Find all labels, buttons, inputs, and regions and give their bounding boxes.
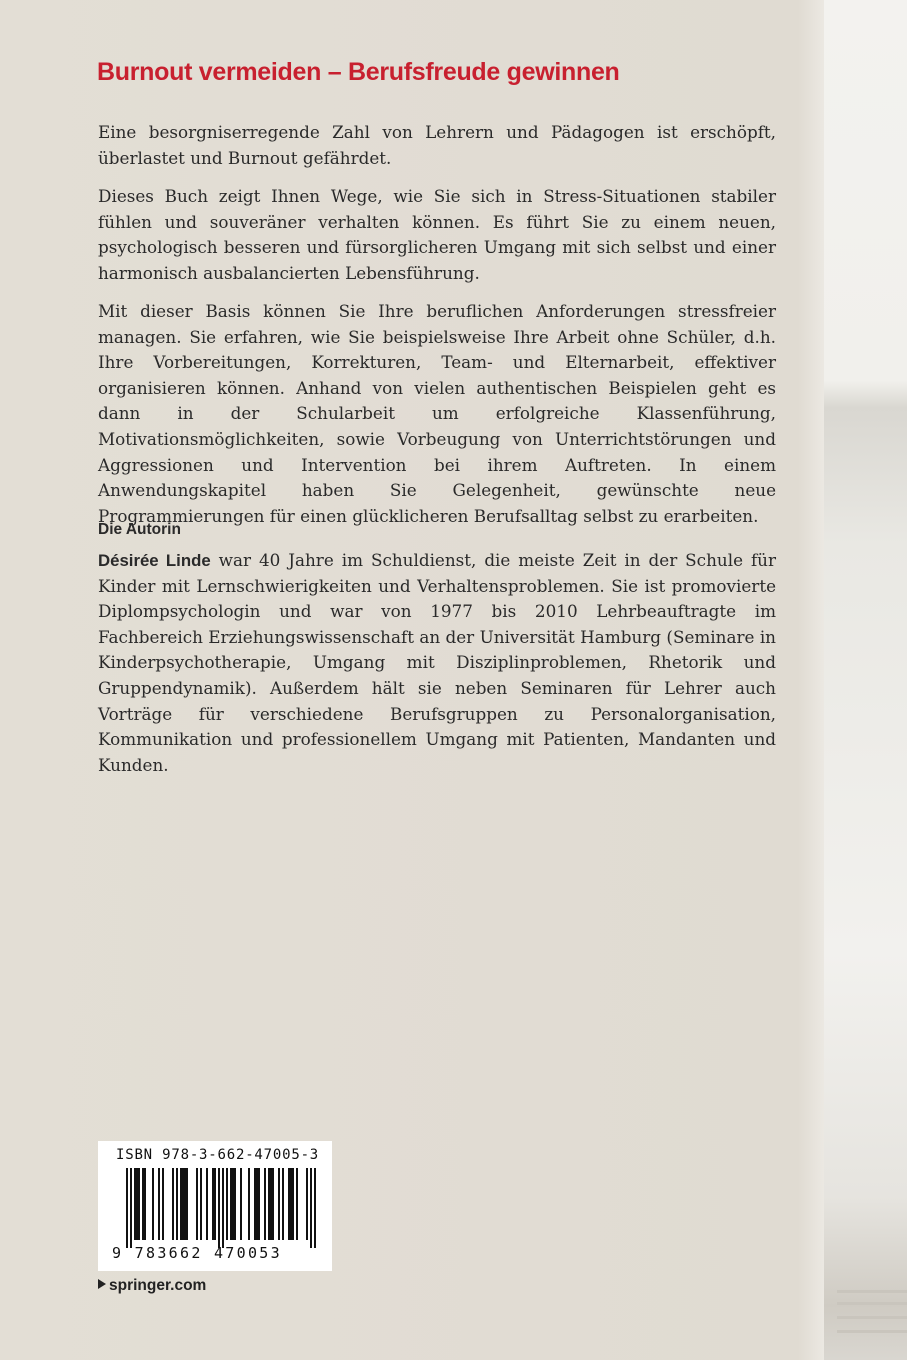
paper-stack-line: [837, 1316, 907, 1319]
barcode-bar: [314, 1168, 316, 1248]
barcode-bar: [218, 1168, 220, 1248]
barcode-bar: [288, 1168, 290, 1240]
barcode-bar: [306, 1168, 308, 1240]
cover-photo-edge: [824, 0, 907, 1360]
author-heading: Die Autorin: [98, 521, 181, 538]
barcode-bar: [270, 1168, 272, 1240]
barcode-bar: [206, 1168, 208, 1240]
barcode-bar: [172, 1168, 174, 1240]
barcode-bar: [212, 1168, 214, 1240]
barcode-bar: [184, 1168, 186, 1240]
barcode-bar: [136, 1168, 138, 1240]
barcode-bar: [230, 1168, 232, 1240]
blurb-paragraph-3: Mit dieser Basis können Sie Ihre beruflichen Anforderungen stressfreier managen. Sie erfahren, wie Sie beispielsweise Ihre Arbeit ohne Schüler, d.h. Ihre Vorbereitungen, Korrekturen, Team- und Elternarbeit, effektiver organisieren können. Anhand von vielen authentischen Beispielen geht es dann in der Schularbeit um erfolgreiche Klassenführung, Motivationsmöglichkeiten, sowie Vorbeugung von Unterrichtstörungen und Aggressionen und Intervention bei ihrem Auftreten. In einem Anwendungskapitel haben Sie Gelegenheit, gewünschte neue Programmierungen für einen glücklicheren Berufsalltag selbst zu erarbeiten.: [98, 301, 776, 526]
barcode-bar: [296, 1168, 298, 1240]
barcode-bar: [138, 1168, 140, 1240]
barcode-bar: [258, 1168, 260, 1240]
paper-stack-line: [837, 1302, 907, 1305]
barcode-bar: [254, 1168, 256, 1240]
barcode-bar: [126, 1168, 128, 1248]
isbn-label: ISBN 978-3-662-47005-3: [116, 1147, 320, 1163]
paper-stack-line: [837, 1290, 907, 1293]
author-name: Désirée Linde: [98, 551, 211, 570]
barcode-bar: [278, 1168, 280, 1240]
barcode-bar: [182, 1168, 184, 1240]
blurb-paragraph-1: Eine besorgniserregende Zahl von Lehrern und Pädagogen ist erschöpft, überlastet und Burnout gefährdet.: [98, 122, 776, 168]
isbn-barcode: [98, 1141, 332, 1271]
barcode-bar: [290, 1168, 292, 1240]
barcode-bar: [200, 1168, 202, 1240]
barcode-bar: [226, 1168, 228, 1240]
barcode-bar: [176, 1168, 178, 1240]
author-bio: [98, 548, 776, 778]
barcode-bar: [134, 1168, 136, 1240]
barcode-bar: [130, 1168, 132, 1248]
barcode-bar: [186, 1168, 188, 1240]
arrow-right-icon: [98, 1279, 106, 1289]
barcode-bar: [310, 1168, 312, 1248]
barcode-bar: [152, 1168, 154, 1240]
barcode-bar: [196, 1168, 198, 1240]
barcode-bar: [232, 1168, 234, 1240]
barcode-digits: 9 783662 470053: [112, 1244, 282, 1262]
barcode-bar: [256, 1168, 258, 1240]
barcode-bar: [264, 1168, 266, 1240]
barcode-bar: [142, 1168, 144, 1240]
barcode-bar: [292, 1168, 294, 1240]
barcode-bar: [234, 1168, 236, 1240]
publisher-link-text: springer.com: [109, 1277, 207, 1294]
author-bio-text: war 40 Jahre im Schuldienst, die meiste Zeit in der Schule für Kinder mit Lernschwierigkeiten und Verhaltensproblemen. Sie ist promovierte Diplompsychologin und war von 1977 bis 2010 Lehrbeauftragte im Fachbereich Erziehungswissenschaft an der Universität Hamburg (Seminare in Kinderpsychotherapie, Umgang mit Disziplinproblemen, Rhetorik und Gruppendynamik). Außerdem hält sie neben Seminaren für Lehrer auch Vorträge für verschiedene Berufsgruppen zu Personalorganisation, Kommunikation und professionellem Umgang mit Patienten, Mandanten und Kunden.: [98, 550, 776, 775]
barcode-bar: [222, 1168, 224, 1248]
barcode-bar: [268, 1168, 270, 1240]
barcode-bar: [180, 1168, 182, 1240]
barcode-bar: [162, 1168, 164, 1240]
barcode-bar: [158, 1168, 160, 1240]
barcode-bar: [272, 1168, 274, 1240]
publisher-link[interactable]: [98, 1277, 206, 1295]
blurb-paragraph-2: Dieses Buch zeigt Ihnen Wege, wie Sie sich in Stress-Situationen stabiler fühlen und souveräner verhalten können. Es führt Sie zu einem neuen, psychologisch besseren und fürsorglicheren Umgang mit sich selbst und einer harmonisch ausbalancierten Lebensführung.: [98, 186, 776, 283]
book-title: Burnout vermeiden – Berufsfreude gewinnen: [97, 58, 620, 86]
barcode-bar: [214, 1168, 216, 1240]
barcode-bar: [248, 1168, 250, 1240]
barcode-bar: [240, 1168, 242, 1240]
paper-stack-line: [837, 1330, 907, 1333]
barcode-bar: [282, 1168, 284, 1240]
barcode-bar: [144, 1168, 146, 1240]
